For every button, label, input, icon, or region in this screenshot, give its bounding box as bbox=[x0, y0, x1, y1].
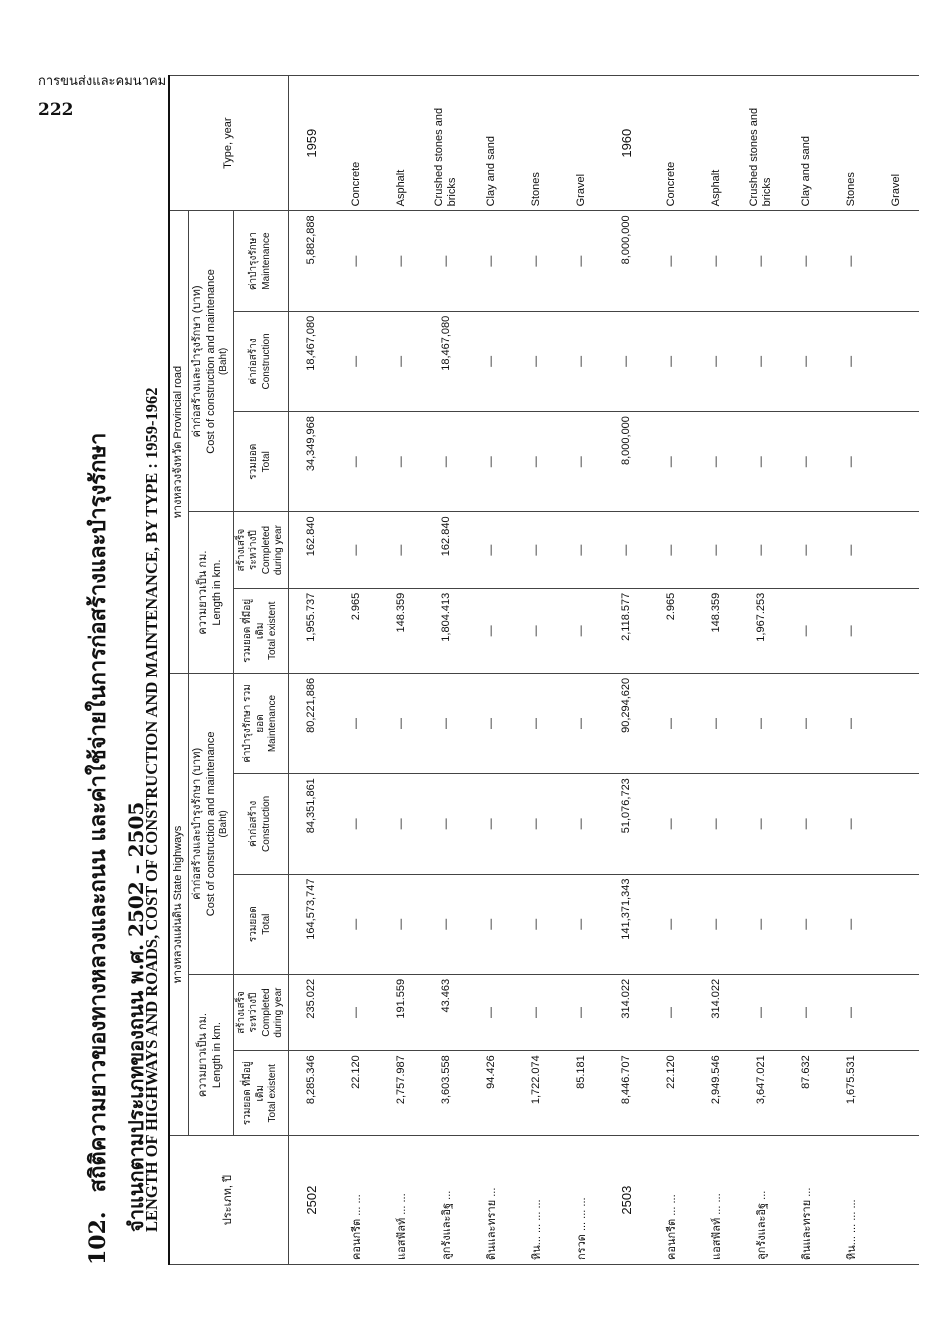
table-cell: 94.426 bbox=[469, 1051, 514, 1136]
table-cell: — bbox=[559, 512, 604, 588]
row-label-en: Asphalt bbox=[694, 76, 739, 211]
table-cell bbox=[874, 311, 919, 411]
table-cell: — bbox=[829, 311, 874, 411]
header-maintenance: ค่าบำรุงรักษา รวมยอด Maintenance bbox=[233, 673, 288, 773]
table-cell: 18,467,080 bbox=[288, 311, 334, 411]
row-label-th: ดินและทราย ... bbox=[469, 1136, 514, 1265]
table-cell: 2,949.546 bbox=[694, 1051, 739, 1136]
table-cell: 1,967.253 bbox=[739, 588, 784, 673]
table-cell: — bbox=[424, 874, 469, 974]
table-cell: — bbox=[739, 412, 784, 512]
table-cell: — bbox=[739, 311, 784, 411]
row-label-en: 1960 bbox=[604, 76, 649, 211]
row-label-en: Concrete bbox=[649, 76, 694, 211]
header-provincial-road: ทางหลวงจังหวัด Provincial road bbox=[169, 211, 188, 673]
table-cell: — bbox=[739, 211, 784, 311]
table-row bbox=[604, 76, 649, 1265]
table-cell: — bbox=[784, 588, 829, 673]
table-cell: — bbox=[694, 412, 739, 512]
table-cell: — bbox=[694, 673, 739, 773]
table-cell: — bbox=[559, 412, 604, 512]
row-label-en: Crushed stones and bricks bbox=[424, 76, 469, 211]
table-cell: — bbox=[469, 512, 514, 588]
header-total-existent: รวมยอด ที่มีอยู่เดิม Total existent bbox=[233, 1051, 288, 1136]
table-cell: — bbox=[559, 211, 604, 311]
table-cell: 2.965 bbox=[334, 588, 379, 673]
table-cell: — bbox=[469, 673, 514, 773]
table-cell: 87.632 bbox=[784, 1051, 829, 1136]
header-cost-sh: ค่าก่อสร้างและบำรุงรักษา (บาท) Cost of construction and maintenance (Baht) bbox=[188, 673, 233, 974]
table-cell: 141,371,343 bbox=[604, 874, 649, 974]
header-length-sh: ความยาวเป็น กม. Length in km. bbox=[188, 974, 233, 1135]
table-cell: — bbox=[424, 774, 469, 874]
table-cell: — bbox=[649, 311, 694, 411]
table-cell: — bbox=[514, 311, 559, 411]
table-cell: — bbox=[739, 974, 784, 1050]
table-number: 102. bbox=[85, 1211, 111, 1265]
table-cell: — bbox=[424, 673, 469, 773]
table-cell: — bbox=[559, 774, 604, 874]
row-label-th: 2503 bbox=[604, 1136, 649, 1265]
table-row bbox=[739, 76, 784, 1265]
table-cell: 1,804.413 bbox=[424, 588, 469, 673]
table-cell: 1,722.074 bbox=[514, 1051, 559, 1136]
table-body bbox=[288, 76, 919, 1265]
table-cell bbox=[874, 874, 919, 974]
table-cell: — bbox=[829, 211, 874, 311]
table-cell: 8,285.346 bbox=[288, 1051, 334, 1136]
table-cell: — bbox=[514, 774, 559, 874]
table-cell: — bbox=[694, 512, 739, 588]
table-cell: — bbox=[469, 211, 514, 311]
header-length-pr: ความยาวเป็น กม. Length in km. bbox=[188, 512, 233, 673]
table-cell: — bbox=[559, 588, 604, 673]
table-cell: — bbox=[514, 673, 559, 773]
table-cell: 8,000,000 bbox=[604, 211, 649, 311]
table-cell: — bbox=[784, 412, 829, 512]
row-label-th bbox=[874, 1136, 919, 1265]
table-cell: 85.181 bbox=[559, 1051, 604, 1136]
table-cell: — bbox=[604, 512, 649, 588]
table-cell: 43.463 bbox=[424, 974, 469, 1050]
header-total: รวมยอด Total bbox=[233, 874, 288, 974]
table-row bbox=[424, 76, 469, 1265]
table-cell: — bbox=[334, 412, 379, 512]
table-cell: — bbox=[334, 211, 379, 311]
header-completed: สร้างเสร็จ ระหว่างปี Completed during year bbox=[233, 512, 288, 588]
table-row bbox=[469, 76, 514, 1265]
table-cell: — bbox=[514, 512, 559, 588]
table-cell: — bbox=[514, 211, 559, 311]
table-cell: — bbox=[379, 774, 424, 874]
table-cell: 18,467,080 bbox=[424, 311, 469, 411]
table-cell: — bbox=[784, 874, 829, 974]
table-cell: — bbox=[649, 412, 694, 512]
header-state-highways: ทางหลวงแผ่นดิน State highways bbox=[169, 673, 188, 1135]
header-type-year-en: Type, year bbox=[169, 76, 288, 211]
table-cell: 5,882,888 bbox=[288, 211, 334, 311]
row-label-th: คอนกรีต ... ... bbox=[334, 1136, 379, 1265]
table-cell: — bbox=[424, 412, 469, 512]
table-cell: 1,675.531 bbox=[829, 1051, 874, 1136]
table-cell: — bbox=[784, 512, 829, 588]
row-label-th: ลูกรังและอิฐ ... bbox=[739, 1136, 784, 1265]
table-cell: — bbox=[469, 974, 514, 1050]
table-cell bbox=[874, 774, 919, 874]
table-cell: — bbox=[514, 588, 559, 673]
table-row bbox=[784, 76, 829, 1265]
table-cell: 2,118.577 bbox=[604, 588, 649, 673]
table-cell: 162.840 bbox=[424, 512, 469, 588]
table-cell: 148.359 bbox=[694, 588, 739, 673]
table-cell: — bbox=[514, 412, 559, 512]
table-cell: — bbox=[469, 874, 514, 974]
row-label-th: ลูกรังและอิฐ ... bbox=[424, 1136, 469, 1265]
table-cell: — bbox=[829, 588, 874, 673]
table-cell: — bbox=[829, 512, 874, 588]
table-cell: — bbox=[379, 211, 424, 311]
table-cell: — bbox=[694, 774, 739, 874]
table-cell: 1,955.737 bbox=[288, 588, 334, 673]
table-row bbox=[334, 76, 379, 1265]
table-cell: — bbox=[829, 974, 874, 1050]
table-cell: — bbox=[739, 774, 784, 874]
table-cell bbox=[874, 673, 919, 773]
thai-title-line1: สถิติความยาวของทางหลวงและถนน และค่าใช้จ่ายในการก่อสร้างและบำรุงรักษา bbox=[85, 432, 111, 1193]
table-cell: — bbox=[739, 512, 784, 588]
row-label-th: 2502 bbox=[288, 1136, 334, 1265]
table-cell: — bbox=[559, 874, 604, 974]
row-label-en: Clay and sand bbox=[784, 76, 829, 211]
row-label-en: Crushed stones and bricks bbox=[739, 76, 784, 211]
rotated-table-page bbox=[80, 65, 902, 1265]
table-cell: — bbox=[379, 412, 424, 512]
header-cost-pr: ค่าก่อสร้างและบำรุงรักษา (บาท) Cost of construction and maintenance (Baht) bbox=[188, 211, 233, 512]
table-cell bbox=[874, 588, 919, 673]
table-cell: — bbox=[514, 974, 559, 1050]
table-cell: — bbox=[649, 874, 694, 974]
table-cell: 2,757.987 bbox=[379, 1051, 424, 1136]
table-cell: — bbox=[784, 211, 829, 311]
table-cell: — bbox=[559, 311, 604, 411]
table-row bbox=[559, 76, 604, 1265]
row-label-th: หิน... ... ... ... bbox=[829, 1136, 874, 1265]
table-cell: 90,294,620 bbox=[604, 673, 649, 773]
table-cell: — bbox=[784, 774, 829, 874]
table-cell: 34,349,968 bbox=[288, 412, 334, 512]
table-cell: — bbox=[334, 512, 379, 588]
table-cell: — bbox=[379, 311, 424, 411]
table-cell: — bbox=[784, 673, 829, 773]
table-cell: — bbox=[694, 311, 739, 411]
table-cell: 148.359 bbox=[379, 588, 424, 673]
row-label-en: Stones bbox=[514, 76, 559, 211]
table-row bbox=[514, 76, 559, 1265]
row-label-th: แอสฟัลท์ ... ... bbox=[379, 1136, 424, 1265]
table-cell: — bbox=[379, 512, 424, 588]
page-number: 222 bbox=[38, 100, 74, 120]
header-construction: ค่าก่อสร้าง Construction bbox=[233, 311, 288, 411]
table-cell: — bbox=[829, 673, 874, 773]
table-row bbox=[874, 76, 919, 1265]
table-cell: 3,603.558 bbox=[424, 1051, 469, 1136]
table-cell: 2.965 bbox=[649, 588, 694, 673]
table-cell: — bbox=[694, 874, 739, 974]
thai-title-line2: จำแนกตามประเภทของถนน พ.ศ. 2502 – 2505 bbox=[124, 801, 148, 1232]
table-cell: — bbox=[334, 311, 379, 411]
table-cell: — bbox=[649, 512, 694, 588]
table-cell: — bbox=[829, 874, 874, 974]
table-cell: — bbox=[469, 412, 514, 512]
table-cell: — bbox=[334, 774, 379, 874]
table-cell: 3,647.021 bbox=[739, 1051, 784, 1136]
table-cell: — bbox=[379, 874, 424, 974]
row-label-en: Clay and sand bbox=[469, 76, 514, 211]
table-cell: — bbox=[694, 211, 739, 311]
header-total-existent: รวมยอด ที่มีอยู่เดิม Total existent bbox=[233, 588, 288, 673]
table-cell: 8,000,000 bbox=[604, 412, 649, 512]
table-cell bbox=[874, 1051, 919, 1136]
table-cell: — bbox=[334, 673, 379, 773]
row-label-th: แอสฟัลท์ ... ... bbox=[694, 1136, 739, 1265]
table-cell: 314.022 bbox=[604, 974, 649, 1050]
table-cell: — bbox=[559, 974, 604, 1050]
table-cell: — bbox=[334, 874, 379, 974]
row-label-en: Gravel bbox=[874, 76, 919, 211]
table-cell bbox=[874, 974, 919, 1050]
row-label-en: Concrete bbox=[334, 76, 379, 211]
table-cell bbox=[874, 412, 919, 512]
table-cell: 84,351,861 bbox=[288, 774, 334, 874]
table-cell bbox=[874, 512, 919, 588]
table-cell: 8,446.707 bbox=[604, 1051, 649, 1136]
table-cell: 164,573,747 bbox=[288, 874, 334, 974]
table-cell: — bbox=[559, 673, 604, 773]
table-cell: — bbox=[604, 311, 649, 411]
table-cell: — bbox=[739, 673, 784, 773]
table-cell: 314.022 bbox=[694, 974, 739, 1050]
table-row bbox=[829, 76, 874, 1265]
table-row bbox=[379, 76, 424, 1265]
english-title: LENGTH OF HIGHWAYS AND ROADS, COST OF CONSTRUCTION AND MAINTENANCE, BY TYPE : 1959-1962 bbox=[142, 387, 161, 1232]
table-row bbox=[288, 76, 334, 1265]
table-cell bbox=[874, 211, 919, 311]
table-cell: 80,221,886 bbox=[288, 673, 334, 773]
table-cell: — bbox=[649, 974, 694, 1050]
header-type-year-th: ประเภท, ปี bbox=[169, 1136, 288, 1265]
running-title: การขนส่งและคมนาคม bbox=[38, 74, 167, 89]
table-cell: — bbox=[829, 774, 874, 874]
table-cell: — bbox=[469, 774, 514, 874]
table-title bbox=[80, 387, 161, 1265]
row-label-en: Gravel bbox=[559, 76, 604, 211]
table-cell: — bbox=[739, 874, 784, 974]
table-cell: 22.120 bbox=[649, 1051, 694, 1136]
table-row bbox=[694, 76, 739, 1265]
row-label-th: ดินและทราย ... bbox=[784, 1136, 829, 1265]
table-cell: — bbox=[649, 774, 694, 874]
table-cell: — bbox=[469, 311, 514, 411]
table-cell: — bbox=[784, 974, 829, 1050]
table-cell: — bbox=[649, 673, 694, 773]
row-label-th: คอนกรีต ... ... bbox=[649, 1136, 694, 1265]
table-cell: 51,076,723 bbox=[604, 774, 649, 874]
row-label-th: กรวด ... ... ... bbox=[559, 1136, 604, 1265]
table-cell: 162.840 bbox=[288, 512, 334, 588]
table-cell: — bbox=[829, 412, 874, 512]
header-total: รวมยอด Total bbox=[233, 412, 288, 512]
row-label-en: Asphalt bbox=[379, 76, 424, 211]
table-cell: — bbox=[649, 211, 694, 311]
header-maintenance: ค่าบำรุงรักษา Maintenance bbox=[233, 211, 288, 311]
table-cell: — bbox=[514, 874, 559, 974]
row-label-en: 1959 bbox=[288, 76, 334, 211]
table-row bbox=[649, 76, 694, 1265]
header-completed: สร้างเสร็จ ระหว่างปี Completed during year bbox=[233, 974, 288, 1050]
table-cell: 22.120 bbox=[334, 1051, 379, 1136]
table-cell: — bbox=[334, 974, 379, 1050]
table-cell: — bbox=[424, 211, 469, 311]
header-construction: ค่าก่อสร้าง Construction bbox=[233, 774, 288, 874]
table-cell: 191.559 bbox=[379, 974, 424, 1050]
row-label-en: Stones bbox=[829, 76, 874, 211]
statistics-table bbox=[168, 75, 919, 1265]
row-label-th: หิน... ... ... ... bbox=[514, 1136, 559, 1265]
table-cell: — bbox=[469, 588, 514, 673]
table-cell: — bbox=[379, 673, 424, 773]
table-cell: 235.022 bbox=[288, 974, 334, 1050]
table-cell: — bbox=[784, 311, 829, 411]
